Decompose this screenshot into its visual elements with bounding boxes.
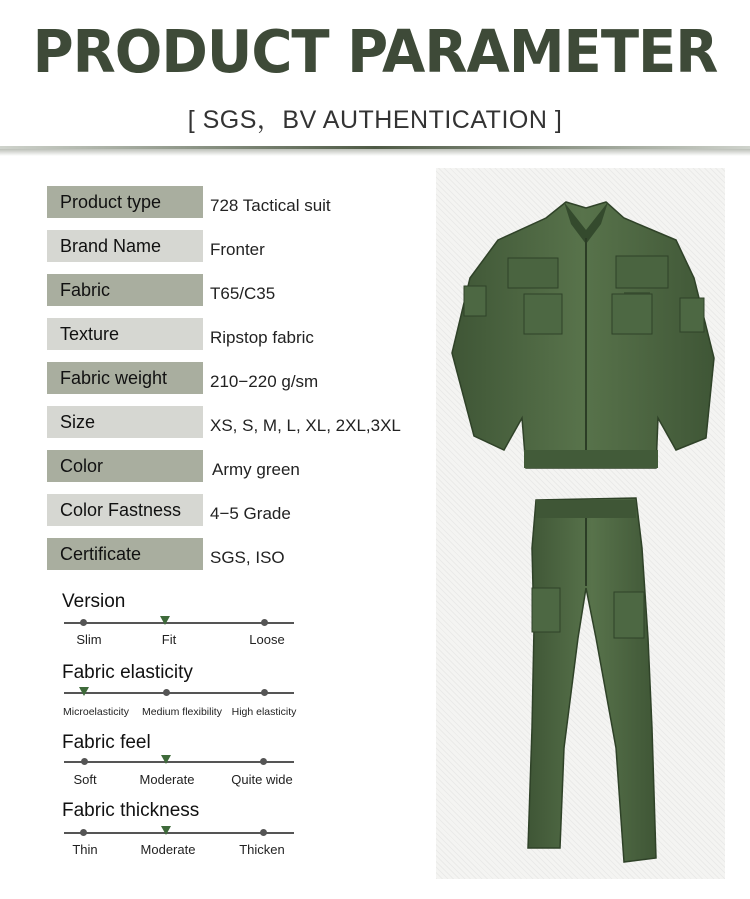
header-divider bbox=[0, 146, 750, 149]
scale-option: Quite wide bbox=[231, 772, 293, 787]
pants-shape bbox=[528, 498, 656, 862]
scale-option: Thin bbox=[72, 842, 98, 857]
param-row-product-type bbox=[47, 186, 447, 218]
param-row-certificate bbox=[47, 538, 447, 570]
scale-option: Moderate bbox=[139, 772, 195, 787]
scale-title: Fabric elasticity bbox=[62, 662, 193, 683]
page-title: PRODUCT PARAMETER bbox=[32, 18, 718, 87]
scale-option: Moderate bbox=[140, 842, 196, 857]
param-label: Texture bbox=[47, 318, 203, 350]
param-label: Fabric weight bbox=[47, 362, 203, 394]
param-label: Brand Name bbox=[47, 230, 203, 262]
param-value: 728 Tactical suit bbox=[210, 196, 331, 215]
param-row-color-fastness bbox=[47, 494, 447, 526]
param-value: Fronter bbox=[210, 240, 265, 259]
param-value: 4−5 Grade bbox=[210, 504, 291, 523]
param-row-fabric-weight bbox=[47, 362, 447, 394]
param-value: XS, S, M, L, XL, 2XL,3XL bbox=[210, 416, 401, 435]
scale-track bbox=[64, 622, 294, 624]
param-label: Certificate bbox=[47, 538, 203, 570]
scale-option: Microelasticity bbox=[63, 706, 129, 718]
tactical-suit-illustration bbox=[436, 168, 725, 879]
scale-dot bbox=[163, 689, 170, 696]
param-value: SGS, ISO bbox=[210, 548, 285, 567]
param-row-size bbox=[47, 406, 447, 438]
product-photo bbox=[436, 168, 725, 879]
scale-dot bbox=[80, 829, 87, 836]
param-row-texture bbox=[47, 318, 447, 350]
param-value: Ripstop fabric bbox=[210, 328, 314, 347]
param-label: Color Fastness bbox=[47, 494, 203, 526]
scale-option: Soft bbox=[73, 772, 97, 787]
jacket-shape bbox=[452, 202, 714, 468]
scale-dot bbox=[81, 758, 88, 765]
scale-selected-marker bbox=[161, 755, 171, 764]
scale-dot bbox=[261, 689, 268, 696]
param-row-brand-name bbox=[47, 230, 447, 262]
param-value: T65/C35 bbox=[210, 284, 276, 303]
scale-track bbox=[64, 692, 294, 694]
scale-option: High elasticity bbox=[231, 706, 297, 718]
scale-option: Loose bbox=[249, 632, 285, 647]
scale-selected-marker bbox=[160, 616, 170, 625]
scale-title: Version bbox=[62, 591, 126, 612]
param-row-fabric bbox=[47, 274, 447, 306]
scale-dot bbox=[260, 829, 267, 836]
page-subtitle: [ SGS，BV AUTHENTICATION ] bbox=[187, 106, 563, 134]
param-label: Color bbox=[47, 450, 203, 482]
scale-dot bbox=[260, 758, 267, 765]
scale-selected-marker bbox=[161, 826, 171, 835]
param-label: Size bbox=[47, 406, 203, 438]
param-row-color bbox=[47, 450, 447, 482]
param-label: Product type bbox=[47, 186, 203, 218]
scale-title: Fabric feel bbox=[62, 732, 151, 753]
scale-selected-marker bbox=[79, 687, 89, 696]
scale-title: Fabric thickness bbox=[62, 800, 200, 821]
scale-option: Slim bbox=[76, 632, 102, 647]
scale-option: Thicken bbox=[239, 842, 285, 857]
scale-option: Fit bbox=[161, 632, 177, 647]
param-value: Army green bbox=[212, 460, 300, 479]
scale-dot bbox=[261, 619, 268, 626]
param-value: 210−220 g/sm bbox=[210, 372, 319, 391]
scale-dot bbox=[80, 619, 87, 626]
param-label: Fabric bbox=[47, 274, 203, 306]
scale-option: Medium flexibility bbox=[142, 706, 222, 718]
